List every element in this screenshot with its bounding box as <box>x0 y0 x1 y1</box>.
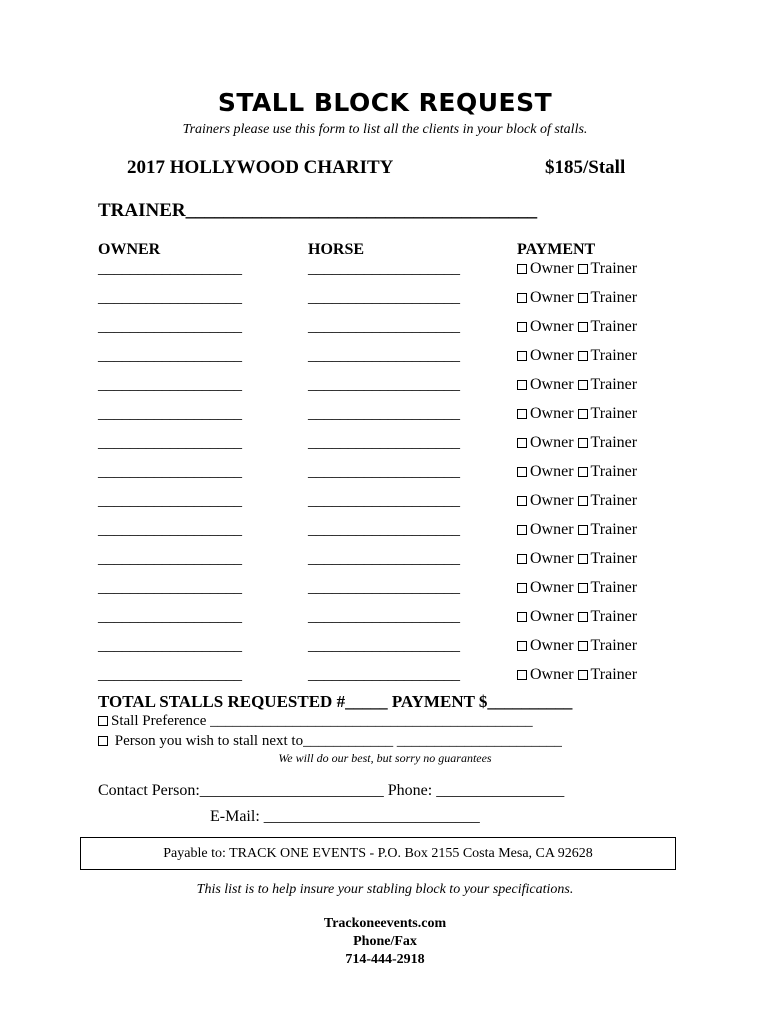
trainer-payment-checkbox[interactable] <box>578 380 588 390</box>
horse-blank[interactable]: ___________________ <box>308 260 460 277</box>
trainer-option-label: Trainer <box>590 579 638 596</box>
payment-options <box>517 289 637 307</box>
payment-options <box>517 434 637 452</box>
trainer-payment-checkbox[interactable] <box>578 351 588 361</box>
trainer-option-label: Trainer <box>590 550 638 567</box>
horse-blank[interactable]: ___________________ <box>308 492 460 509</box>
trainer-option-label: Trainer <box>590 260 638 277</box>
owner-blank[interactable]: __________________ <box>98 434 242 451</box>
owner-blank[interactable]: __________________ <box>98 666 242 683</box>
payment-options <box>517 521 637 539</box>
owner-option-label: Owner <box>530 637 574 654</box>
payment-options <box>517 666 637 684</box>
client-row <box>0 347 770 376</box>
owner-payment-checkbox[interactable] <box>517 612 527 622</box>
owner-option-label: Owner <box>530 289 574 306</box>
client-row <box>0 521 770 550</box>
contact-phone-line[interactable]: Contact Person:_______________________ Phone: ________________ <box>98 782 565 799</box>
event-name: 2017 HOLLYWOOD CHARITY <box>127 157 394 178</box>
owner-option-label: Owner <box>530 550 574 567</box>
owner-option-label: Owner <box>530 666 574 683</box>
owner-payment-checkbox[interactable] <box>517 670 527 680</box>
horse-column-header: HORSE <box>308 241 365 258</box>
payment-options <box>517 637 637 655</box>
form-subtitle: Trainers please use this form to list all the clients in your block of stalls. <box>182 122 588 137</box>
footer-website: Trackoneevents.com <box>323 916 447 931</box>
owner-payment-checkbox[interactable] <box>517 554 527 564</box>
payment-options <box>517 550 637 568</box>
payment-options <box>517 405 637 423</box>
client-row <box>0 608 770 637</box>
client-row <box>0 289 770 318</box>
payment-options <box>517 260 637 278</box>
owner-option-label: Owner <box>530 347 574 364</box>
trainer-option-label: Trainer <box>590 666 638 683</box>
trainer-payment-checkbox[interactable] <box>578 496 588 506</box>
horse-blank[interactable]: ___________________ <box>308 666 460 683</box>
owner-option-label: Owner <box>530 492 574 509</box>
client-row <box>0 579 770 608</box>
horse-blank[interactable]: ___________________ <box>308 289 460 306</box>
owner-option-label: Owner <box>530 608 574 625</box>
payable-box: Payable to: TRACK ONE EVENTS - P.O. Box 2155 Costa Mesa, CA 92628 <box>80 837 676 870</box>
horse-blank[interactable]: ___________________ <box>308 608 460 625</box>
payment-options <box>517 347 637 365</box>
client-row <box>0 376 770 405</box>
trainer-option-label: Trainer <box>590 405 638 422</box>
owner-payment-checkbox[interactable] <box>517 380 527 390</box>
horse-blank[interactable]: ___________________ <box>308 318 460 335</box>
trainer-payment-checkbox[interactable] <box>578 583 588 593</box>
trainer-payment-checkbox[interactable] <box>578 409 588 419</box>
trainer-option-label: Trainer <box>590 434 638 451</box>
trainer-payment-checkbox[interactable] <box>578 293 588 303</box>
total-stalls-line[interactable]: TOTAL STALLS REQUESTED #_____ PAYMENT $__________ <box>98 692 573 711</box>
owner-option-label: Owner <box>530 260 574 277</box>
client-row <box>0 260 770 289</box>
trainer-payment-checkbox[interactable] <box>578 467 588 477</box>
stall-preference-label: Stall Preference ___________________________________________ <box>111 713 533 729</box>
footer-phone-label: Phone/Fax <box>353 934 417 949</box>
trainer-payment-checkbox[interactable] <box>578 525 588 535</box>
owner-blank[interactable]: __________________ <box>98 637 242 654</box>
owner-column-header: OWNER <box>98 241 161 258</box>
stall-price: $185/Stall <box>545 157 626 178</box>
stall-next-to-line[interactable] <box>98 733 562 750</box>
guarantee-note: We will do our best, but sorry no guarantees <box>278 751 492 765</box>
client-row <box>0 463 770 492</box>
owner-blank[interactable]: __________________ <box>98 260 242 277</box>
horse-blank[interactable]: ___________________ <box>308 376 460 393</box>
owner-payment-checkbox[interactable] <box>517 351 527 361</box>
owner-blank[interactable]: __________________ <box>98 521 242 538</box>
client-row <box>0 492 770 521</box>
owner-blank[interactable]: __________________ <box>98 492 242 509</box>
owner-payment-checkbox[interactable] <box>517 525 527 535</box>
owner-option-label: Owner <box>530 318 574 335</box>
email-line[interactable]: E-Mail: ___________________________ <box>210 808 480 825</box>
owner-payment-checkbox[interactable] <box>517 322 527 332</box>
trainer-payment-checkbox[interactable] <box>578 264 588 274</box>
payment-options <box>517 463 637 481</box>
owner-option-label: Owner <box>530 405 574 422</box>
owner-payment-checkbox[interactable] <box>517 467 527 477</box>
trainer-field[interactable]: TRAINER_____________________________________ <box>98 200 538 221</box>
owner-blank[interactable]: __________________ <box>98 550 242 567</box>
trainer-option-label: Trainer <box>590 318 638 335</box>
stall-preference-checkbox[interactable] <box>98 716 108 726</box>
client-rows <box>0 260 770 695</box>
horse-blank[interactable]: ___________________ <box>308 521 460 538</box>
owner-option-label: Owner <box>530 463 574 480</box>
trainer-payment-checkbox[interactable] <box>578 554 588 564</box>
owner-payment-checkbox[interactable] <box>517 293 527 303</box>
stall-next-to-label: Person you wish to stall next to____________ ______________________ <box>114 733 562 749</box>
trainer-option-label: Trainer <box>590 637 638 654</box>
owner-blank[interactable]: __________________ <box>98 579 242 596</box>
owner-option-label: Owner <box>530 434 574 451</box>
payment-options <box>517 608 637 626</box>
horse-blank[interactable]: ___________________ <box>308 434 460 451</box>
owner-option-label: Owner <box>530 376 574 393</box>
horse-blank[interactable]: ___________________ <box>308 579 460 596</box>
trainer-payment-checkbox[interactable] <box>578 438 588 448</box>
trainer-option-label: Trainer <box>590 521 638 538</box>
trainer-option-label: Trainer <box>590 347 638 364</box>
trainer-payment-checkbox[interactable] <box>578 612 588 622</box>
trainer-option-label: Trainer <box>590 376 638 393</box>
payment-options <box>517 492 637 510</box>
client-row <box>0 666 770 695</box>
client-row <box>0 434 770 463</box>
payment-column-header: PAYMENT <box>517 241 596 258</box>
form-title: STALL BLOCK REQUEST <box>217 88 553 117</box>
client-row <box>0 637 770 666</box>
owner-blank[interactable]: __________________ <box>98 376 242 393</box>
payment-options <box>517 579 637 597</box>
trainer-option-label: Trainer <box>590 463 638 480</box>
trainer-payment-checkbox[interactable] <box>578 641 588 651</box>
footer-phone: 714-444-2918 <box>345 952 425 967</box>
horse-blank[interactable]: ___________________ <box>308 463 460 480</box>
owner-blank[interactable]: __________________ <box>98 405 242 422</box>
trainer-payment-checkbox[interactable] <box>578 322 588 332</box>
owner-blank[interactable]: __________________ <box>98 289 242 306</box>
trainer-option-label: Trainer <box>590 492 638 509</box>
owner-payment-checkbox[interactable] <box>517 583 527 593</box>
owner-payment-checkbox[interactable] <box>517 641 527 651</box>
trainer-payment-checkbox[interactable] <box>578 670 588 680</box>
horse-blank[interactable]: ___________________ <box>308 405 460 422</box>
owner-payment-checkbox[interactable] <box>517 438 527 448</box>
owner-blank[interactable]: __________________ <box>98 318 242 335</box>
client-row <box>0 550 770 579</box>
owner-option-label: Owner <box>530 579 574 596</box>
owner-payment-checkbox[interactable] <box>517 409 527 419</box>
trainer-option-label: Trainer <box>590 608 638 625</box>
horse-blank[interactable]: ___________________ <box>308 637 460 654</box>
client-row <box>0 405 770 434</box>
owner-blank[interactable]: __________________ <box>98 463 242 480</box>
client-row <box>0 318 770 347</box>
payment-options <box>517 318 637 336</box>
stall-preference-line[interactable] <box>98 713 533 730</box>
help-note: This list is to help insure your stabling block to your specifications. <box>196 882 574 897</box>
owner-option-label: Owner <box>530 521 574 538</box>
owner-payment-checkbox[interactable] <box>517 264 527 274</box>
stall-next-to-checkbox[interactable] <box>98 736 108 746</box>
horse-blank[interactable]: ___________________ <box>308 347 460 364</box>
owner-blank[interactable]: __________________ <box>98 347 242 364</box>
owner-payment-checkbox[interactable] <box>517 496 527 506</box>
owner-blank[interactable]: __________________ <box>98 608 242 625</box>
horse-blank[interactable]: ___________________ <box>308 550 460 567</box>
payment-options <box>517 376 637 394</box>
trainer-option-label: Trainer <box>590 289 638 306</box>
